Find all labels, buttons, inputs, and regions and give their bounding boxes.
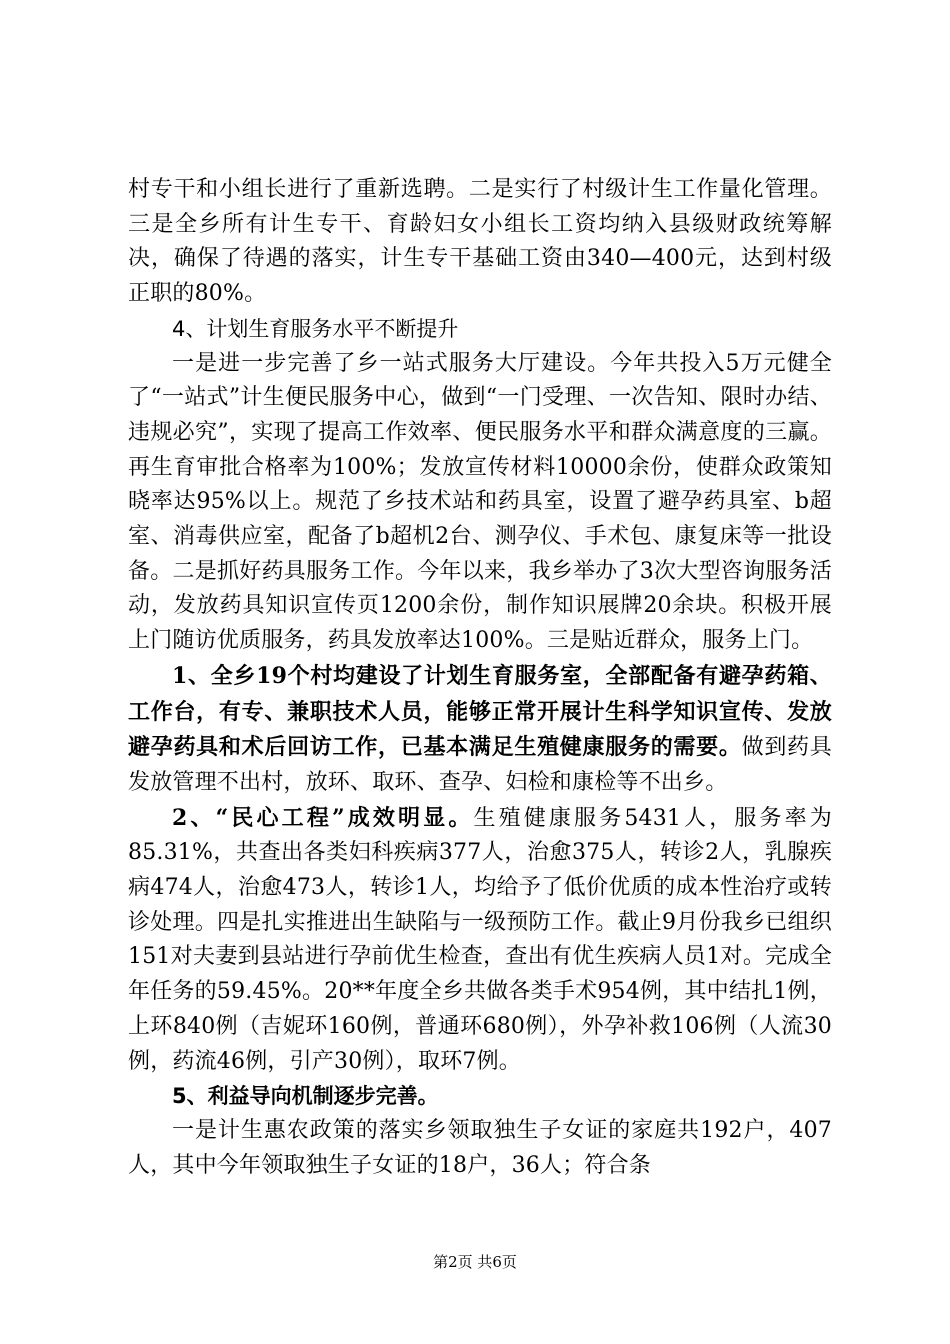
document-body <box>128 173 832 1183</box>
page-footer: 第2页 共6页 <box>433 1253 517 1271</box>
body-text: 生殖健康服务5431人，服务率为85.31%，共查出各类妇科疾病377人，治愈375人，转诊2人，乳腺疾病474人，治愈473人，转诊1人，均给予了低价优质的成本性治疗或转诊处理。四是扎实推进出生缺陷与一级预防工作。截止9月份我乡已组织151对夫妻到县站进行孕前优生检查，查出有优生疾病人员1对。完成全年任务的59.45%。20**年度全乡共做各类手术954例，其中结扎1例，上环840例（吉妮环160例，普通环680例），外孕补救106例（人流30例，药流46例，引产30例），取环7例。 <box>128 805 832 1074</box>
bold-lead-text: 2、“民心工程”成效明显。 <box>172 804 474 831</box>
paragraph-incentive-policy: 一是计生惠农政策的落实乡领取独生子女证的家庭共192户，407人，其中今年领取独生子女证的18户，36人；符合条 <box>128 1117 832 1178</box>
paragraph-continuation: 村专干和小组长进行了重新选聘。二是实行了村级计生工作量化管理。三是全乡所有计生专干、育龄妇女小组长工资均纳入县级财政统筹解决，确保了待遇的落实，计生专干基础工资由340—400元，达到村级正职的80%。 <box>128 177 832 307</box>
paragraph-village-service-rooms <box>128 659 832 801</box>
section-heading-4: 4、计划生育服务水平不断提升 <box>172 316 459 341</box>
paragraph-minxin-project <box>128 801 832 1080</box>
bold-lead-text: 1、全乡19个村均建设了计划生育服务室，全部配备有避孕药箱、工作台，有专、兼职技术人员，能够正常开展计生科学知识宣传、发放避孕药具和术后回访工作，已基本满足生殖健康服务的需要。 <box>128 662 832 761</box>
paragraph-service-level: 一是进一步完善了乡一站式服务大厅建设。今年共投入5万元健全了“一站式”计生便民服务中心，做到“一门受理、一次告知、限时办结、违规必究”，实现了提高工作效率、便民服务水平和群众满意度的三赢。再生育审批合格率为100%；发放宣传材料10000余份，使群众政策知晓率达95%以上。规范了乡技术站和药具室，设置了避孕药具室、b超室、消毒供应室，配备了b超机2台、测孕仪、手术包、康复床等一批设备。二是抓好药具服务工作。今年以来，我乡举办了3次大型咨询服务活动，发放药具知识宣传页1200余份，制作知识展牌20余块。积极开展上门随访优质服务，药具发放率达100%。三是贴近群众，服务上门。 <box>128 350 832 654</box>
section-heading-5: 5、利益导向机制逐步完善。 <box>172 1084 439 1109</box>
body-text: 做到药具发放管理不出村，放环、取环、查孕、妇检和康检等不出乡。 <box>128 735 832 795</box>
